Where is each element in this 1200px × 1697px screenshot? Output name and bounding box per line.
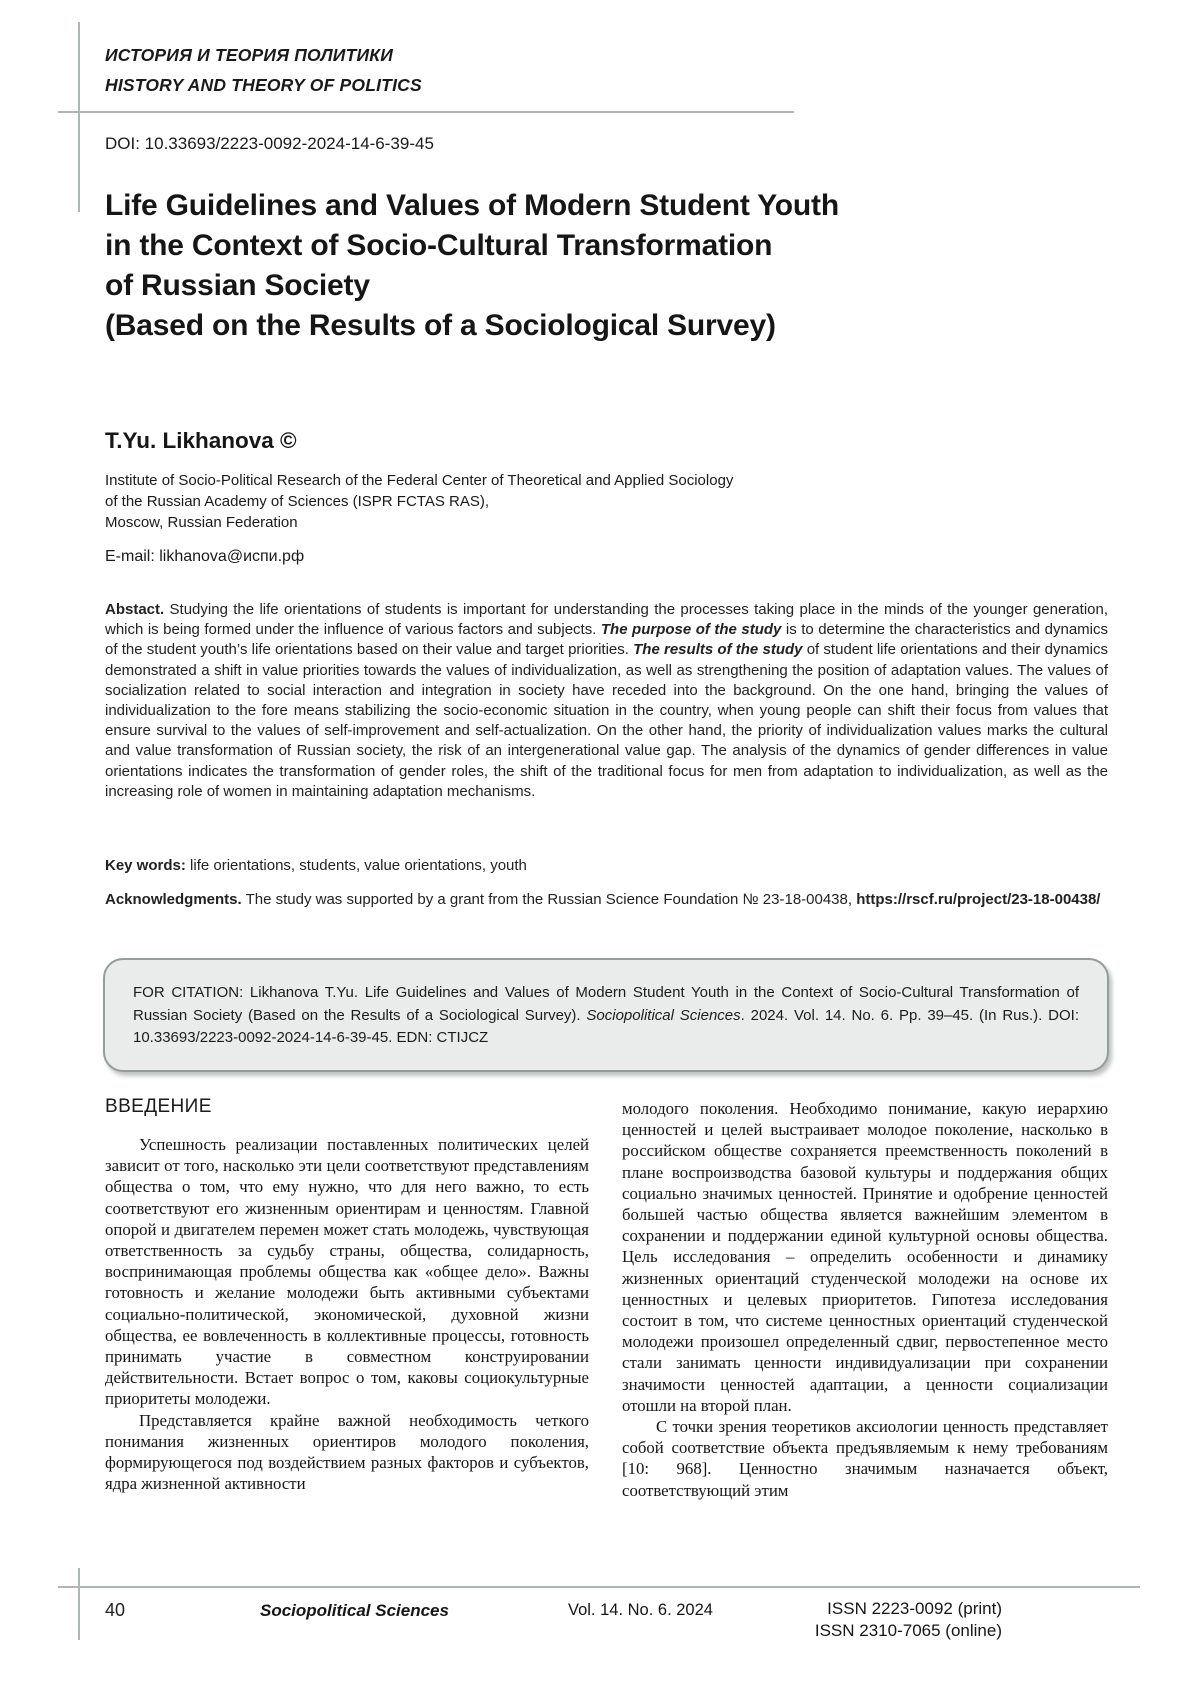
abstract-text-3: of student life orientations and their dynamics demonstrated a shift in value priorities towards the values of individualization, as well as strengthening the position of adaptation values. The values of socialization related to social interaction and integration in society have receded into the background. On the one hand, bringing the values of individualization to the fore means stabilizing the socio-economic situation in the country, when young people can shift their focus from values that ensure survival to the values of self-improvement and self-actualization. On the other hand, the priority of individualization values marks the cultural and value transformation of Russian society, the risk of an intergenerational value gap. The analysis of the dynamics of gender differences in value orientations indicates the transformation of gender roles, the shift of the traditional focus for men from adaptation to individualization, as well as the increasing role of women in maintaining adaptation mechanisms. xyxy=(105,641,1108,800)
doi-line: DOI: 10.33693/2223-0092-2024-14-6-39-45 xyxy=(105,134,434,153)
affiliation-line-1: Institute of Socio-Political Research of the Federal Center of Theoretical and Applied Sociology xyxy=(105,472,734,489)
introduction-heading: ВВЕДЕНИЕ xyxy=(105,1096,212,1117)
acknowledgments-text: The study was supported by a grant from the Russian Science Foundation № 23-18-00438, xyxy=(241,891,857,908)
abstract-label: Abstact. xyxy=(105,601,165,618)
author-name: T.Yu. Likhanova © xyxy=(105,428,297,453)
citation-journal-name: Sociopolitical Sciences xyxy=(586,1006,741,1024)
author-affiliation xyxy=(105,470,733,533)
intro-paragraph-3: молодого поколения. Необходимо понимание, какую иерархию ценностей и целей выстраивает молодое поколение, насколько в российском обществе сохраняется преемственность поколений в плане воспроизводства базовой культуры и поддержания общих социально значимых ценностей. Принятие и одобрение ценностей большей частью общества является важнейшим элементом в сохранении и поддержании единой культурной основы общества. Цель исследования – определить особенности и динамику жизненных ориентаций студенческой молодежи на основе их ценностных и целевых приоритетов. Гипотеза исследования состоит в том, что системе ценностных ориентаций студенческой молодежи произошел определенный сдвиг, первостепенное место стали занимать ценности индивидуализации при сохранении значимости ценностей адаптации, а ценности социализации отошли на второй план. xyxy=(622,1099,1108,1415)
title-line-2: in the Context of Socio-Cultural Transformation xyxy=(105,229,773,262)
for-citation-box xyxy=(103,958,1109,1072)
footer-issn-print: ISSN 2223-0092 (print) xyxy=(827,1599,1002,1618)
grant-url: https://rscf.ru/project/23-18-00438/ xyxy=(856,891,1101,908)
body-column-left xyxy=(105,1134,589,1494)
footer-page-number: 40 xyxy=(105,1600,126,1620)
citation-text-1: FOR CITATION: Likhanova T.Yu. Life Guidelines and Values of Modern Student Youth in the Context of Socio-Cultural Transformation of Russian Society (Based on the Results of a Sociological Survey). xyxy=(133,984,1079,1024)
title-line-3: of Russian Society xyxy=(105,269,370,302)
intro-paragraph-4: С точки зрения теоретиков аксиологии ценность представляет собой соответствие объекта предъявляемым к нему требованиям [10: 968]. Ценностно значимым назначается объект, соответствующий этим xyxy=(622,1417,1108,1500)
keywords-label: Key words: xyxy=(105,857,186,874)
acknowledgments-paragraph xyxy=(105,890,1108,910)
abstract-results-label: The results of the study xyxy=(633,641,803,659)
article-title xyxy=(105,186,1065,346)
affiliation-line-3: Moscow, Russian Federation xyxy=(105,514,298,531)
rubric-english: HISTORY AND THEORY OF POLITICS xyxy=(105,75,422,95)
body-column-right xyxy=(622,1098,1108,1501)
title-line-4: (Based on the Results of a Sociological Survey) xyxy=(105,309,776,342)
footer-vertical-rule xyxy=(78,1568,80,1640)
for-citation-text xyxy=(133,982,1079,1050)
header-vertical-rule xyxy=(78,22,80,212)
header-horizontal-rule xyxy=(58,111,794,113)
acknowledgments-label: Acknowledgments. xyxy=(105,891,242,908)
keywords-text: life orientations, students, value orientations, youth xyxy=(185,857,527,874)
footer-issn-online: ISSN 2310-7065 (online) xyxy=(814,1621,1002,1640)
intro-paragraph-1: Успешность реализации поставленных политических целей зависит от того, насколько эти цели соответствуют представлениям общества о том, что ему нужно, что для него важно, то есть соответствуют его жизненным ориентирам и ценностям. Главной опорой и двигателем перемен может стать молодежь, чувствующая ответственность за судьбу страны, общества, солидарность, воспринимающая проблемы общества как «общее дело». Важны готовность и желание молодежи быть активными субъектами социально-политической, экономической, духовной жизни общества, ее вовлеченность в коллективные процессы, готовность принимать участие в совместном конструировании действительности. Встает вопрос о том, каковы социокультурные приоритеты молодежи. xyxy=(105,1135,589,1409)
footer-journal-name: Sociopolitical Sciences xyxy=(260,1601,449,1620)
abstract-text-1: Studying the life orientations of students is important for understanding the processes taking place in the minds of the younger generation, which is being formed under the influence of various factors and subjects. xyxy=(105,601,1108,639)
keywords-line xyxy=(105,856,1108,876)
footer-issn-block xyxy=(740,1598,1002,1642)
citation-text-2: . 2024. Vol. 14. No. 6. Pp. 39–45. (In Rus.). DOI: 10.33693/2223-0092-2024-14-6-39-45. EDN: CTIJCZ xyxy=(133,1006,1079,1047)
author-email: E-mail: likhanova@испи.рф xyxy=(105,548,305,565)
affiliation-line-2: of the Russian Academy of Sciences (ISPR FCTAS RAS), xyxy=(105,493,490,510)
title-line-1: Life Guidelines and Values of Modern Student Youth xyxy=(105,189,839,222)
footer-horizontal-rule xyxy=(58,1586,1140,1588)
intro-paragraph-2: Представляется крайне важной необходимость четкого понимания жизненных ориентиров молодого поколения, формирующегося под воздействием разных факторов и субъектов, ядра жизненной активности xyxy=(105,1410,589,1494)
rubric-russian: ИСТОРИЯ И ТЕОРИЯ ПОЛИТИКИ xyxy=(105,45,394,65)
abstract-text-2: is to determine the characteristics and dynamics of the student youth’s life orientations based on their value and target priorities. xyxy=(105,621,1108,659)
footer-issue-info: Vol. 14. No. 6. 2024 xyxy=(568,1601,713,1619)
abstract-purpose-label: The purpose of the study xyxy=(600,621,782,639)
section-rubric xyxy=(105,40,422,100)
abstract-paragraph xyxy=(105,600,1108,802)
